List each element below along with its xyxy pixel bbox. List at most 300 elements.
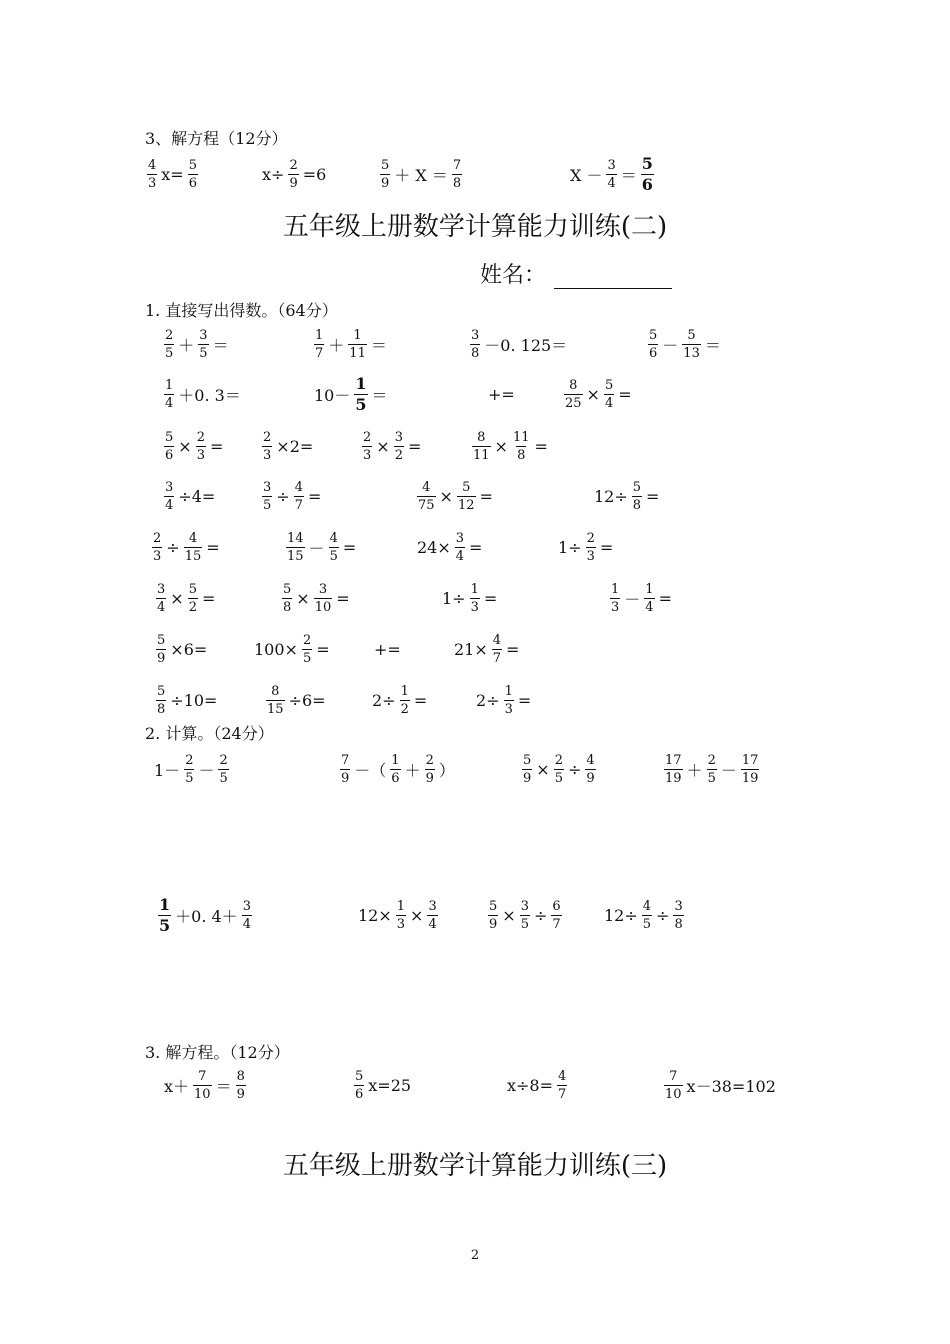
fraction — [427, 900, 437, 931]
fraction-numerator: 7 — [452, 157, 462, 173]
fraction — [520, 900, 530, 931]
expr-text: = — [206, 537, 220, 557]
fraction-numerator: 14 — [287, 530, 304, 546]
expr-text: － — [308, 538, 325, 558]
fraction-numerator: 5 — [462, 479, 471, 495]
fraction-denominator: 3 — [363, 447, 372, 463]
fraction-denominator: 8 — [632, 497, 642, 513]
expr-text: += — [488, 384, 515, 404]
fraction — [390, 754, 400, 785]
fraction-numerator: 2 — [363, 429, 372, 445]
fraction-denominator: 8 — [471, 345, 480, 361]
fraction — [425, 754, 435, 785]
fraction — [184, 532, 203, 563]
fraction-numerator: 3 — [607, 157, 616, 173]
fraction-numerator: 5 — [165, 429, 174, 445]
fraction-denominator: 7 — [492, 650, 502, 666]
fraction-denominator: 6 — [641, 174, 653, 194]
fraction-denominator: 2 — [400, 701, 409, 717]
fraction-numerator: 5 — [381, 157, 390, 173]
fraction — [193, 1070, 212, 1101]
fraction-numerator: 7 — [669, 1068, 678, 1084]
direct-answer-item — [452, 627, 521, 671]
fraction — [156, 583, 166, 614]
fraction-denominator: 8 — [674, 916, 683, 932]
fraction-numerator: 2 — [707, 752, 716, 768]
expr-text: ＝ — [371, 385, 388, 405]
fraction-denominator: 9 — [157, 650, 166, 666]
expr-text: x= — [161, 164, 184, 184]
fraction-denominator: 5 — [199, 345, 208, 361]
fraction — [707, 754, 717, 785]
expr-text: ＋0. 4＋ — [175, 906, 238, 926]
equation-item — [505, 1063, 569, 1107]
direct-answer-item — [556, 525, 615, 569]
fraction-denominator: 75 — [418, 497, 435, 513]
expr-text: = — [407, 436, 422, 456]
expr-text: × — [376, 436, 390, 456]
fraction — [522, 754, 532, 785]
fraction — [282, 583, 292, 614]
fraction-numerator: 3 — [199, 327, 208, 343]
expr-text: ÷ — [166, 537, 180, 557]
fraction-numerator: 2 — [302, 632, 312, 648]
fraction-numerator: 1 — [165, 377, 174, 393]
expr-text: ＝ — [215, 1076, 232, 1096]
fraction-denominator: 5 — [159, 915, 171, 935]
fraction-denominator: 3 — [148, 175, 157, 191]
direct-answer-item — [162, 372, 243, 416]
expr-text: x÷8= — [507, 1075, 554, 1095]
direct-answer-item — [162, 322, 231, 366]
expr-text: = — [342, 537, 357, 557]
section-heading-equations-1: 3、解方程（12分） — [145, 129, 288, 148]
fraction-denominator: 9 — [425, 770, 434, 786]
fraction — [606, 159, 616, 190]
fraction — [632, 481, 642, 512]
fraction-numerator: 3 — [471, 327, 480, 343]
fraction-denominator: 15 — [287, 548, 304, 564]
equation-item — [260, 152, 328, 196]
equation-item — [145, 152, 200, 196]
fraction — [380, 159, 390, 190]
fraction — [262, 481, 272, 512]
fraction-numerator: 5 — [188, 157, 197, 173]
fraction — [610, 583, 620, 614]
calculation-item — [338, 747, 457, 791]
fraction-denominator: 3 — [263, 447, 272, 463]
fraction-denominator: 19 — [665, 770, 682, 786]
expr-text: =6 — [302, 164, 327, 184]
calculation-item — [602, 893, 686, 937]
fraction — [417, 481, 436, 512]
fraction-numerator: 3 — [263, 479, 272, 495]
fraction — [152, 532, 162, 563]
expr-text: － — [198, 760, 215, 780]
fraction — [314, 329, 324, 360]
fraction — [512, 431, 531, 462]
name-underline[interactable] — [554, 264, 672, 289]
expr-text: 10－ — [314, 385, 351, 405]
fraction-numerator: 3 — [157, 581, 166, 597]
fraction-numerator: 8 — [271, 683, 280, 699]
equation-item — [352, 1063, 413, 1107]
fraction — [741, 754, 760, 785]
expr-text: 12× — [358, 905, 392, 925]
fraction — [472, 431, 491, 462]
fraction-numerator: 2 — [586, 530, 595, 546]
fraction — [604, 379, 614, 410]
expr-text: ＋ — [328, 335, 345, 355]
fraction — [396, 900, 406, 931]
direct-answer-item — [264, 678, 328, 722]
direct-answer-item — [562, 372, 634, 416]
fraction — [648, 329, 658, 360]
fraction-numerator: 6 — [552, 898, 561, 914]
fraction — [184, 754, 194, 785]
worksheet-title-3: 五年级上册数学计算能力训练(三) — [282, 1151, 668, 1181]
fraction — [586, 532, 596, 563]
expr-text: ÷6= — [288, 690, 326, 710]
equation-item — [568, 152, 656, 196]
direct-answer-item — [260, 474, 323, 518]
section-heading-direct: 1. 直接写出得数。（64分） — [145, 301, 338, 320]
expr-text: 24× — [417, 537, 451, 557]
expr-text: 2÷ — [476, 690, 500, 710]
fraction-denominator: 2 — [394, 447, 403, 463]
fraction — [564, 379, 583, 410]
fraction-numerator: 2 — [554, 752, 563, 768]
expr-text: ÷10= — [170, 690, 218, 710]
expr-text: = — [469, 537, 483, 557]
fraction — [664, 754, 683, 785]
fraction-denominator: 8 — [517, 447, 526, 463]
fraction — [554, 754, 564, 785]
fraction-denominator: 19 — [741, 770, 759, 786]
expr-text: = — [506, 639, 520, 659]
expr-text: 1－ — [154, 760, 181, 780]
expr-text: 100× — [254, 639, 298, 659]
expr-text: ÷ — [533, 905, 548, 925]
fraction-numerator: 11 — [512, 429, 530, 445]
fraction — [198, 329, 208, 360]
calculation-item — [662, 747, 761, 791]
expr-text: 1÷ — [558, 537, 582, 557]
fraction-denominator: 3 — [504, 701, 513, 717]
fraction-denominator: 4 — [428, 916, 437, 932]
fraction-denominator: 12 — [457, 497, 475, 513]
fraction — [470, 583, 480, 614]
expr-text: 1÷ — [442, 588, 466, 608]
fraction-numerator: 4 — [188, 530, 198, 546]
expr-text: x－38=102 — [686, 1076, 776, 1096]
expr-text: × — [439, 486, 453, 506]
calculation-item — [356, 893, 440, 937]
direct-answer-item — [162, 424, 225, 468]
fraction — [164, 329, 174, 360]
fraction-numerator: 4 — [492, 632, 502, 648]
fraction-numerator: 1 — [470, 581, 479, 597]
expr-text: x=25 — [368, 1075, 412, 1095]
expr-text: ＝ — [704, 335, 721, 355]
fraction — [362, 431, 372, 462]
direct-answer-item — [154, 576, 217, 620]
fraction-numerator: 4 — [294, 479, 303, 495]
direct-answer-item — [486, 372, 517, 416]
expr-text: += — [374, 639, 401, 659]
direct-answer-item — [260, 424, 315, 468]
fraction — [266, 685, 285, 716]
expr-text: = — [336, 588, 350, 608]
fraction-denominator: 9 — [523, 770, 532, 786]
expr-text: － — [720, 760, 737, 780]
fraction-denominator: 10 — [194, 1086, 211, 1102]
fraction-numerator: 3 — [428, 898, 437, 914]
calculation-item — [486, 893, 564, 937]
expr-text: ＋0. 3＝ — [178, 385, 241, 405]
fraction — [329, 532, 339, 563]
fraction-denominator: 5 — [707, 770, 716, 786]
fraction-denominator: 6 — [165, 447, 174, 463]
expr-text: 12÷ — [594, 486, 628, 506]
direct-answer-item — [474, 678, 533, 722]
fraction-denominator: 6 — [188, 175, 197, 191]
fraction-numerator: 7 — [198, 1068, 207, 1084]
fraction-denominator: 4 — [607, 175, 616, 191]
fraction-numerator: 3 — [242, 898, 251, 914]
fraction — [492, 634, 502, 665]
fraction — [644, 583, 654, 614]
fraction — [354, 1070, 364, 1101]
fraction — [641, 153, 654, 194]
fraction-numerator: 5 — [641, 153, 653, 173]
expr-text: × — [178, 436, 192, 456]
expr-text: － — [624, 589, 641, 609]
direct-answer-item — [284, 525, 358, 569]
fraction-numerator: 3 — [318, 581, 328, 597]
fraction-numerator: 4 — [148, 157, 157, 173]
fraction-numerator: 2 — [289, 157, 298, 173]
name-label: 姓名： — [480, 263, 547, 288]
expr-text: × — [586, 384, 600, 404]
expr-text: = — [517, 690, 532, 710]
fraction-denominator: 15 — [184, 548, 202, 564]
expr-text: = — [599, 537, 614, 557]
fraction-denominator: 7 — [552, 916, 561, 932]
direct-answer-item — [154, 627, 209, 671]
fraction-denominator: 9 — [586, 770, 595, 786]
fraction-denominator: 7 — [294, 497, 303, 513]
fraction — [164, 481, 174, 512]
expr-text: ÷4= — [178, 486, 216, 506]
expr-text: ＝ — [212, 335, 229, 355]
fraction-numerator: 5 — [604, 377, 614, 393]
fraction — [236, 1070, 246, 1101]
fraction — [294, 481, 304, 512]
expr-text: × — [494, 436, 508, 456]
expr-text: ×2= — [276, 436, 314, 456]
fraction-numerator: 2 — [185, 752, 194, 768]
fraction-denominator: 2 — [188, 599, 197, 615]
fraction — [664, 1070, 683, 1101]
expr-text: ÷ — [276, 486, 290, 506]
fraction-denominator: 5 — [554, 770, 563, 786]
direct-answer-item — [162, 474, 217, 518]
fraction — [288, 159, 298, 190]
fraction — [147, 159, 157, 190]
fraction — [682, 329, 701, 360]
fraction-numerator: 5 — [523, 752, 532, 768]
direct-answer-item — [468, 322, 569, 366]
fraction-numerator: 17 — [741, 752, 759, 768]
fraction — [504, 685, 514, 716]
fraction-denominator: 5 — [165, 345, 174, 361]
fraction — [394, 431, 404, 462]
section-heading-calc: 2. 计算。（24分） — [145, 724, 274, 743]
expr-text: ＋ — [178, 335, 195, 355]
fraction-denominator: 8 — [157, 701, 166, 717]
fraction-denominator: 5 — [520, 916, 529, 932]
direct-answer-item — [592, 474, 661, 518]
expr-text: ＋ X ＝ — [394, 165, 448, 185]
fraction — [188, 159, 198, 190]
name-field — [480, 258, 672, 289]
fraction — [314, 583, 333, 614]
fraction-denominator: 6 — [355, 1086, 364, 1102]
expr-text: = — [316, 639, 330, 659]
expr-text: = — [618, 384, 632, 404]
expr-text: x÷ — [262, 164, 285, 184]
fraction-numerator: 5 — [687, 327, 696, 343]
fraction-numerator: 5 — [649, 327, 658, 343]
direct-answer-item — [280, 576, 352, 620]
fraction-numerator: 2 — [153, 530, 162, 546]
fraction-numerator: 5 — [283, 581, 292, 597]
fraction-numerator: 4 — [422, 479, 431, 495]
fraction — [302, 634, 312, 665]
calculation-item — [520, 747, 598, 791]
fraction-numerator: 5 — [355, 1068, 364, 1084]
expr-text: ＋ — [686, 760, 703, 780]
fraction — [457, 481, 476, 512]
expr-text: = — [658, 588, 672, 608]
fraction-numerator: 4 — [586, 752, 595, 768]
direct-answer-item — [646, 322, 723, 366]
fraction-numerator: 2 — [196, 429, 205, 445]
fraction — [164, 379, 174, 410]
page-number: 2 — [470, 1248, 480, 1263]
fraction-numerator: 1 — [396, 898, 406, 914]
fraction-numerator: 3 — [165, 479, 174, 495]
expr-text: ＋ — [404, 760, 421, 780]
fraction-denominator: 5 — [302, 650, 312, 666]
fraction-numerator: 1 — [355, 373, 367, 393]
fraction-denominator: 4 — [157, 599, 166, 615]
direct-answer-item — [312, 372, 390, 416]
expr-text: = — [534, 436, 548, 456]
fraction — [156, 634, 166, 665]
fraction-numerator: 5 — [157, 683, 166, 699]
expr-text: ＝ — [620, 165, 637, 185]
direct-answer-item — [370, 678, 429, 722]
expr-text: × — [536, 759, 550, 779]
fraction-denominator: 6 — [391, 770, 400, 786]
fraction-denominator: 10 — [665, 1086, 682, 1102]
fraction-numerator: 1 — [400, 683, 409, 699]
fraction-numerator: 5 — [188, 581, 197, 597]
fraction-denominator: 8 — [452, 175, 462, 191]
fraction — [262, 431, 272, 462]
fraction-numerator: 5 — [157, 632, 166, 648]
direct-answer-item — [415, 474, 495, 518]
fraction-denominator: 4 — [645, 599, 654, 615]
fraction — [354, 373, 367, 414]
fraction — [470, 329, 480, 360]
fraction-numerator: 2 — [165, 327, 174, 343]
fraction-denominator: 9 — [381, 175, 390, 191]
fraction-denominator: 25 — [565, 395, 582, 411]
fraction-numerator: 1 — [353, 327, 362, 343]
expr-text: ×6= — [170, 639, 208, 659]
fraction-numerator: 5 — [489, 898, 498, 914]
expr-text: = — [307, 486, 322, 506]
direct-answer-item — [608, 576, 674, 620]
direct-answer-item — [470, 424, 550, 468]
fraction-denominator: 3 — [396, 916, 406, 932]
direct-answer-item — [252, 627, 332, 671]
expr-text: ÷ — [656, 905, 670, 925]
expr-text: － — [662, 335, 679, 355]
fraction — [188, 583, 198, 614]
fraction — [585, 754, 595, 785]
expr-text: = — [413, 690, 428, 710]
fraction-numerator: 4 — [558, 1068, 567, 1084]
fraction-numerator: 7 — [341, 752, 350, 768]
fraction-denominator: 4 — [604, 395, 614, 411]
fraction-numerator: 2 — [263, 429, 272, 445]
fraction — [488, 900, 498, 931]
fraction-denominator: 3 — [196, 447, 205, 463]
fraction-numerator: 3 — [674, 898, 683, 914]
expr-text: 12÷ — [604, 905, 638, 925]
fraction — [455, 532, 465, 563]
fraction — [400, 685, 410, 716]
direct-answer-item — [150, 525, 222, 569]
expr-text: －0. 125＝ — [484, 335, 568, 355]
fraction-denominator: 11 — [473, 447, 490, 463]
expr-text: = — [483, 588, 498, 608]
expr-text: X － — [570, 165, 603, 185]
fraction — [242, 900, 252, 931]
expr-text: ÷ — [567, 759, 582, 779]
fraction-numerator: 4 — [642, 898, 652, 914]
fraction-numerator: 3 — [455, 530, 465, 546]
fraction-denominator: 4 — [165, 497, 174, 513]
direct-answer-item — [360, 424, 423, 468]
fraction-denominator: 9 — [341, 770, 350, 786]
expr-text: × — [296, 588, 310, 608]
expr-text: ＝ — [370, 335, 387, 355]
calculation-item — [152, 747, 231, 791]
fraction — [551, 900, 561, 931]
fraction-numerator: 17 — [665, 752, 682, 768]
calculation-item — [156, 893, 254, 937]
fraction-numerator: 5 — [632, 479, 642, 495]
fraction-denominator: 11 — [349, 345, 366, 361]
fraction-denominator: 5 — [263, 497, 272, 513]
fraction — [673, 900, 683, 931]
fraction-numerator: 4 — [329, 530, 338, 546]
